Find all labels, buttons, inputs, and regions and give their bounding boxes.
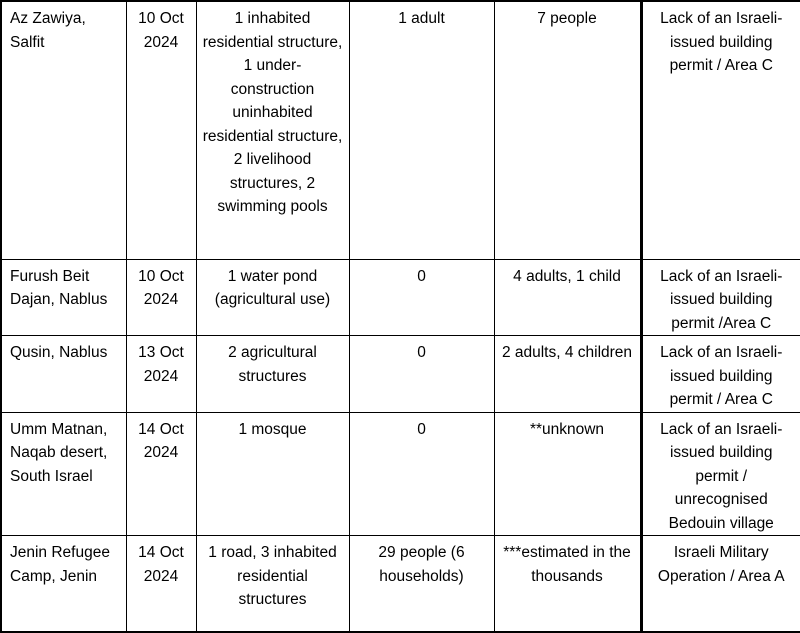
structures-cell: 1 water pond (agricultural use) [196,259,349,336]
table-row [1,412,800,536]
structures-cell: 1 inhabited residential structure, 1 under-construction uninhabited residential structure, 2 livelihood structures, 2 swimming pools [196,1,349,259]
displaced-cell: 29 people (6 households) [349,536,494,632]
reason-cell: Lack of an Israeli-issued building permit / Area C [641,336,800,413]
location-cell: Qusin, Nablus [1,336,126,413]
table-row [1,1,800,259]
date-cell: 10 Oct 2024 [126,1,196,259]
affected-cell: **unknown [494,412,641,536]
displaced-cell: 1 adult [349,1,494,259]
reason-cell: Lack of an Israeli-issued building permit / Area C [641,1,800,259]
table-row [1,536,800,632]
displaced-cell: 0 [349,259,494,336]
location-cell: Az Zawiya, Salfit [1,1,126,259]
affected-cell: 4 adults, 1 child [494,259,641,336]
location-cell: Jenin Refugee Camp, Jenin [1,536,126,632]
location-cell: Umm Matnan, Naqab desert, South Israel [1,412,126,536]
date-cell: 14 Oct 2024 [126,412,196,536]
structures-cell: 2 agricultural structures [196,336,349,413]
reason-cell: Lack of an Israeli-issued building permit / unrecognised Bedouin village [641,412,800,536]
date-cell: 13 Oct 2024 [126,336,196,413]
date-cell: 14 Oct 2024 [126,536,196,632]
table-row [1,259,800,336]
displaced-cell: 0 [349,412,494,536]
structures-cell: 1 mosque [196,412,349,536]
affected-cell: ***estimated in the thousands [494,536,641,632]
table-row [1,336,800,413]
affected-cell: 7 people [494,1,641,259]
reason-cell: Lack of an Israeli-issued building permit /Area C [641,259,800,336]
location-cell: Furush Beit Dajan, Nablus [1,259,126,336]
affected-cell: 2 adults, 4 children [494,336,641,413]
reason-cell: Israeli Military Operation / Area A [641,536,800,632]
date-cell: 10 Oct 2024 [126,259,196,336]
structures-cell: 1 road, 3 inhabited residential structures [196,536,349,632]
displaced-cell: 0 [349,336,494,413]
